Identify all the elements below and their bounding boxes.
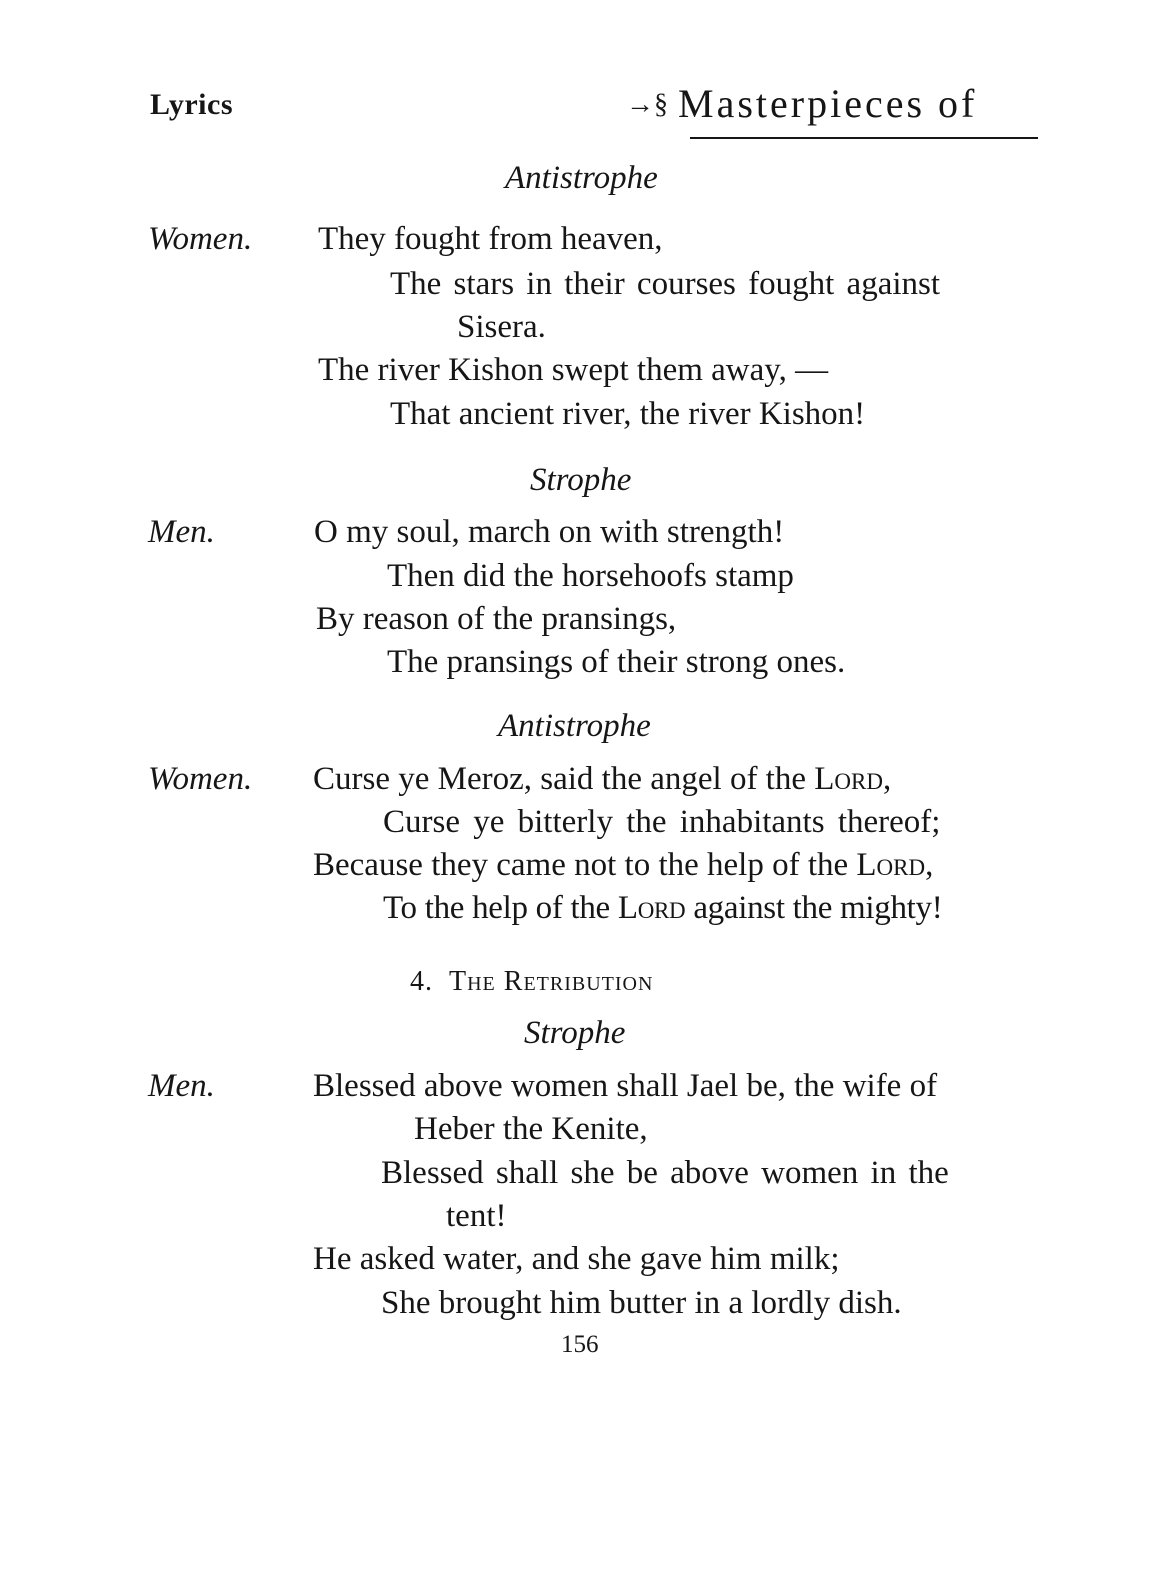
verse-line: By reason of the pransings,: [316, 601, 677, 637]
verse-line: That ancient river, the river Kishon!: [390, 396, 866, 432]
verse-line: tent!: [446, 1198, 507, 1234]
verse-line: Heber the Kenite,: [414, 1111, 648, 1147]
verse-line: The pransings of their strong ones.: [387, 644, 846, 680]
stanza-heading-antistrophe: Antistrophe: [498, 708, 651, 744]
running-head-rule: [690, 137, 1038, 139]
verse-line: Blessed shall she be above women in the: [381, 1155, 949, 1191]
verse-line: Curse ye bitterly the inhabitants thereof;: [383, 804, 941, 840]
speaker-men: Men.: [148, 1068, 215, 1104]
verse-line: The river Kishon swept them away, —: [318, 352, 829, 388]
section-title: 4. The Retribution: [410, 966, 654, 997]
stanza-heading-strophe: Strophe: [530, 462, 632, 498]
verse-line: Blessed above women shall Jael be, the wife of: [313, 1068, 938, 1104]
ornament-arrow-icon: →§: [626, 89, 668, 120]
verse-line: Then did the horsehoofs stamp: [387, 558, 794, 594]
stanza-heading-antistrophe: Antistrophe: [505, 160, 658, 196]
running-head-right: [626, 80, 977, 127]
verse-line: To the help of the Lord against the mighty!: [383, 890, 943, 926]
verse-line: Sisera.: [457, 309, 546, 345]
speaker-women: Women.: [148, 761, 253, 797]
verse-line: Because they came not to the help of the Lord,: [313, 847, 934, 883]
verse-line: The stars in their courses fought against: [390, 266, 941, 302]
stanza-heading-strophe: Strophe: [524, 1015, 626, 1051]
running-head-left: Lyrics: [150, 88, 233, 121]
speaker-women: Women.: [148, 221, 253, 257]
verse-line: Curse ye Meroz, said the angel of the Lord,: [313, 761, 892, 797]
verse-line: He asked water, and she gave him milk;: [313, 1241, 840, 1277]
verse-line: They fought from heaven,: [318, 221, 663, 257]
speaker-men: Men.: [148, 514, 215, 550]
verse-line: O my soul, march on with strength!: [314, 514, 785, 550]
page-number: 156: [561, 1331, 599, 1358]
running-head-title: Masterpieces of: [678, 81, 978, 126]
verse-line: She brought him butter in a lordly dish.: [381, 1285, 902, 1321]
